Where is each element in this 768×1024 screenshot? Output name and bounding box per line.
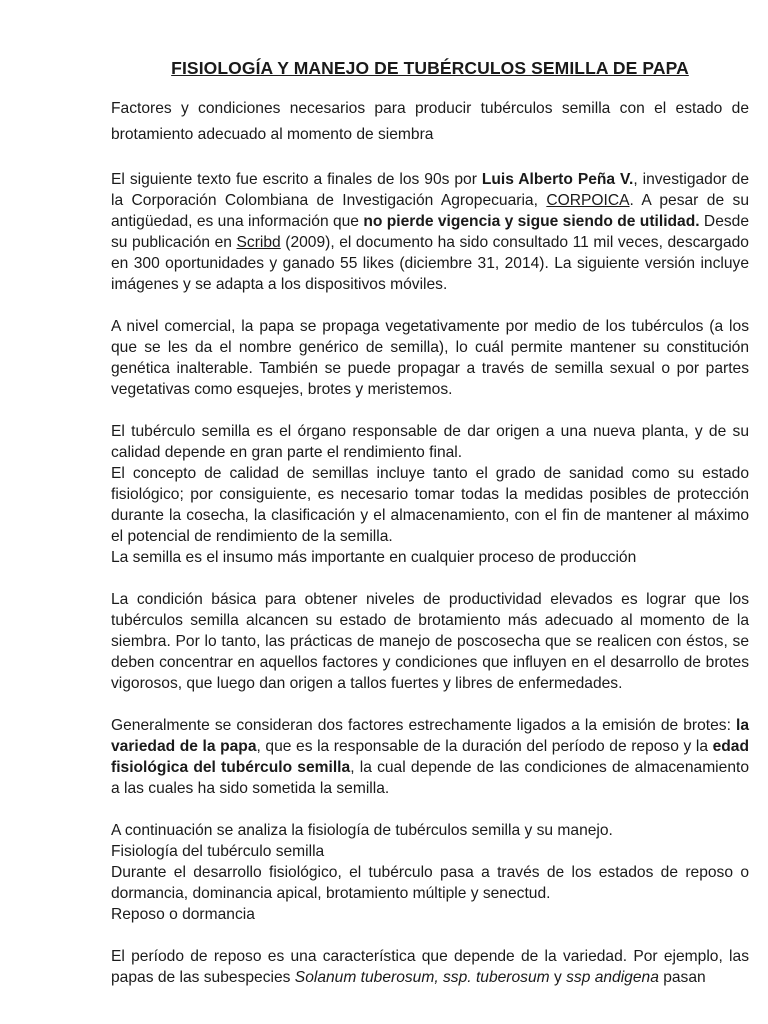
input-paragraph: La semilla es el insumo más importante en cualquier proceso de producción: [111, 549, 637, 566]
analysis-paragraph: A continuación se analiza la fisiología de tubérculos semilla y su manejo.: [111, 822, 613, 839]
corpoica-link[interactable]: CORPOICA: [546, 192, 630, 209]
factors-text-2: , que es la responsable de la duración del período de reposo y la: [256, 738, 713, 755]
heading-physiology: Fisiología del tubérculo semilla: [111, 843, 325, 860]
subspecies-tuberosum: Solanum tuberosum, ssp. tuberosum: [294, 969, 550, 986]
propagation-paragraph: A nivel comercial, la papa se propaga vegetativamente por medio de los tubérculos (a los que se les da el nombre genérico de semilla), lo cuál permite mantener su constitución genética inalterable. También se puede propagar a través de semilla sexual o por partes vegetativas como esquejes, brotes y meristemos.: [111, 318, 749, 398]
factor-variety: la variedad de la papa: [111, 717, 749, 755]
rest-text-3: pasan: [658, 969, 706, 986]
factors-paragraph: [111, 715, 749, 799]
intro-text-4: Desde su publicación en: [111, 213, 750, 251]
states-paragraph: Durante el desarrollo fisiológico, el tubérculo pasa a través de los estados de reposo o dormancia, dominancia apical, brotamiento múltiple y senectud.: [111, 864, 749, 902]
document-body: [111, 96, 749, 988]
factors-text-3: , la cual depende de las condiciones de almacenamiento a las cuales ha sido sometida la semilla.: [111, 759, 749, 797]
intro-text-2: , investigador de la Corporación Colombiana de Investigación Agropecuaria,: [111, 171, 750, 209]
document-subtitle: Factores y condiciones necesarios para producir tubérculos semilla con el estado de brotamiento adecuado al momento de siembra: [111, 100, 749, 143]
subspecies-andigena: ssp andigena: [566, 969, 659, 986]
rest-text-2: y: [549, 969, 567, 986]
intro-emphasis: no pierde vigencia y sigue siendo de utilidad.: [363, 213, 700, 230]
intro-text-5: (2009), el documento ha sido consultado 11 mil veces, descargado en 300 oportunidades y ganado 55 likes (diciembre 31, 2014). La siguiente versión incluye imágenes y se adapta a los dispositivos móviles.: [111, 234, 749, 293]
factor-physiological-age: edad fisiológica del tubérculo semilla: [111, 738, 749, 776]
heading-rest: Reposo o dormancia: [111, 906, 255, 923]
intro-text-1: El siguiente texto fue escrito a finales de los 90s por: [111, 171, 482, 188]
rest-text-1: El período de reposo es una característica que depende de la variedad. Por ejemplo, las papas de las subespecies: [111, 948, 749, 986]
intro-paragraph: [111, 169, 749, 295]
intro-text-3: . A pesar de su antigüedad, es una información que: [111, 192, 749, 230]
quality-paragraph: El concepto de calidad de semillas incluye tanto el grado de sanidad como su estado fisiológico; por consiguiente, es necesario tomar todas la medidas posibles de protección durante la cosecha, la clasificación y el almacenamiento, con el fin de mantener al máximo el potencial de rendimiento de la semilla.: [111, 465, 749, 545]
document-title: FISIOLOGÍA Y MANEJO DE TUBÉRCULOS SEMILLA DE PAPA: [171, 58, 689, 78]
condition-paragraph: La condición básica para obtener niveles de productividad elevados es lograr que los tubérculos semilla alcancen su estado de brotamiento más adecuado al momento de la siembra. Por lo tanto, las prácticas de manejo de poscosecha que se realicen con éstos, se deben concentrar en aquellos factores y condiciones que influyen en el desarrollo de brotes vigorosos, que luego dan origen a tallos fuertes y libres de enfermedades.: [111, 591, 749, 692]
organ-paragraph: El tubérculo semilla es el órgano responsable de dar origen a una nueva planta, y de su calidad depende en gran parte el rendimiento final.: [111, 423, 749, 461]
author-name: Luis Alberto Peña V.: [481, 171, 634, 188]
rest-paragraph: [111, 946, 749, 988]
scribd-link[interactable]: Scribd: [236, 234, 281, 251]
factors-text-1: Generalmente se consideran dos factores estrechamente ligados a la emisión de brotes:: [111, 717, 736, 734]
